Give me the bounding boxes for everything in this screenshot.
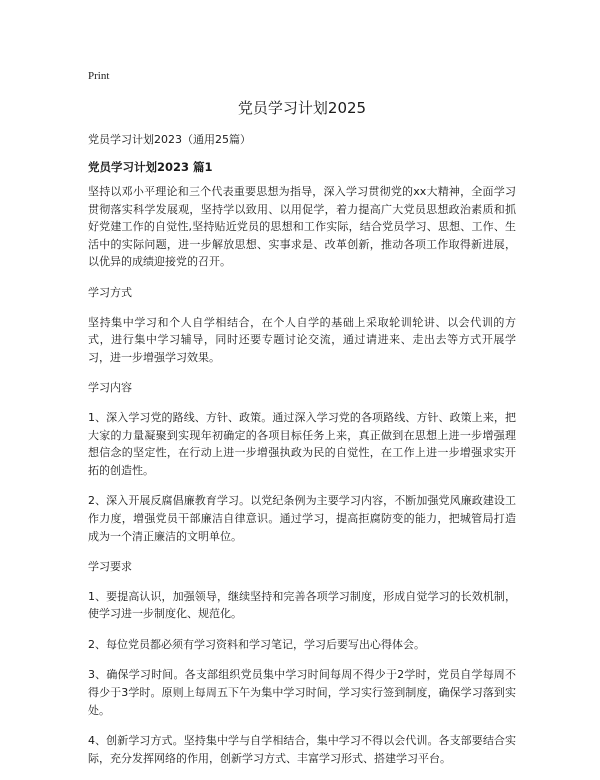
- document-subtitle: 党员学习计划2023（通用25篇）: [88, 133, 251, 146]
- section-heading: 党员学习计划2023 篇1: [88, 160, 213, 174]
- content-paragraph-1: 1、深入学习党的路线、方针、政策。通过深入学习党的各项路线、方针、政策上来，把大家的力量凝聚到实现年初确定的各项目标任务上来，真正做到在思想上进一步增强理想信念的坚定性，在行动上进一步增强执政为民的自觉性，在工作上进一步增强求实开拓的创造性。: [88, 410, 516, 477]
- document-body: [88, 183, 516, 780]
- method-heading: 学习方式: [88, 285, 132, 299]
- requirement-paragraph-2: 2、每位党员都必须有学习资料和学习笔记，学习后要写出心得体会。: [88, 637, 425, 651]
- requirements-heading: 学习要求: [88, 560, 132, 574]
- print-link[interactable]: Print: [88, 70, 110, 82]
- method-paragraph: 坚持集中学习和个人自学相结合，在个人自学的基础上采取轮训轮讲、以会代训的方式，进行集中学习辅导，同时还要专题讨论交流，通过请进来、走出去等方式开展学习，进一步增强学习效果。: [88, 315, 516, 364]
- requirement-paragraph-3: 3、确保学习时间。各支部组织党员集中学习时间每周不得少于2学时，党员自学每周不得少于3学时。原则上每周五下午为集中学习时间，学习实行签到制度，确保学习落到实处。: [88, 668, 516, 717]
- requirement-paragraph-1: 1、要提高认识，加强领导，继续坚持和完善各项学习制度，形成自觉学习的长效机制，使学习进一步制度化、规范化。: [88, 589, 516, 621]
- requirement-paragraph-4: 4、创新学习方式。坚持集中学与自学相结合，集中学习不得以会代训。各支部要结合实际，充分发挥网络的作用，创新学习方式、丰富学习形式、搭建学习平台。: [88, 734, 516, 765]
- document-title: 党员学习计划2025: [237, 99, 367, 117]
- intro-paragraph: 坚持以邓小平理论和三个代表重要思想为指导，深入学习贯彻党的xx大精神，全面学习贯彻落实科学发展观，坚持学以致用、以用促学，着力提高广大党员思想政治素质和抓好党建工作的自觉性,坚持贴近党员的思想和工作实际，结合党员学习、思想、工作、生活中的实际问题，进一步解放思想、实事求是、改革创新，推动各项工作取得新进展，以优异的成绩迎接党的召开。: [88, 185, 516, 269]
- content-heading: 学习内容: [88, 381, 132, 395]
- content-paragraph-2: 2、深入开展反腐倡廉教育学习。以党纪条例为主要学习内容，不断加强党风廉政建设工作力度，增强党员干部廉洁自律意识。通过学习，提高拒腐防变的能力，把城管局打造成为一个清正廉洁的文明单位。: [88, 494, 516, 543]
